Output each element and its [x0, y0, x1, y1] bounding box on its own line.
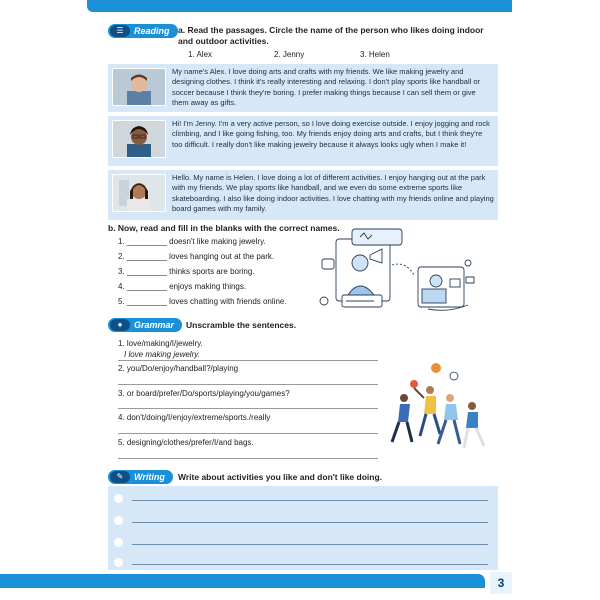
reading-label: ☰ Reading	[108, 24, 178, 38]
option-helen[interactable]: 3. Helen	[360, 50, 390, 59]
bullet-4	[114, 558, 123, 567]
sports-illustration	[384, 362, 492, 452]
pencil-icon: ✎	[110, 471, 130, 483]
blank-2[interactable]: 2. _________ loves hanging out at the park.	[118, 252, 275, 261]
answer-line-4[interactable]	[118, 433, 378, 434]
grammar-prompt-3: 3. or board/prefer/Do/sports/playing/you/games?	[118, 389, 290, 398]
speech-bubble-icon: ●	[110, 319, 130, 331]
alex-photo	[112, 68, 166, 106]
passage-alex-text: My name's Alex. I love doing arts and crafts with my friends. We like making jewelry and designing clothes. I think it's really interesting and relaxing. I don't play sports like handball or soccer because I think they're boring. I prefer making things because I can sell them or give them away as gifts.	[172, 67, 481, 108]
answer-options	[188, 50, 488, 60]
writing-label: ✎ Writing	[108, 470, 173, 484]
blank-1[interactable]: 1. _________ doesn't like making jewelry.	[118, 237, 266, 246]
blank-5[interactable]: 5. _________ loves chatting with friends online.	[118, 297, 287, 306]
option-jenny[interactable]: 2. Jenny	[274, 50, 305, 59]
writing-line-4[interactable]	[132, 564, 488, 565]
grammar-prompt-5: 5. designing/clothes/prefer/I/and bags.	[118, 438, 254, 447]
answer-line-5[interactable]	[118, 458, 378, 459]
helen-photo	[112, 174, 166, 212]
grammar-prompt-1: 1. love/making/I/jewelry.	[118, 339, 203, 348]
blank-3[interactable]: 3. _________ thinks sports are boring.	[118, 267, 255, 276]
top-accent-bar	[87, 0, 512, 12]
reading-heading-b: b. Now, read and fill in the blanks with the correct names.	[108, 223, 340, 233]
bottom-accent-bar	[0, 574, 485, 588]
book-icon: ☰	[110, 25, 130, 37]
answer-line-1[interactable]	[118, 360, 378, 361]
grammar-prompt-2: 2. you/Do/enjoy/handball?/playing	[118, 364, 239, 373]
writing-area[interactable]	[108, 486, 498, 570]
passage-jenny-text: Hi! I'm Jenny. I'm a very active person, so I love doing exercise outside. I enjoy jogging and rock climbing, and I like going fishing, too. My friends enjoy doing arts and crafts, but I think they're too difficult. I really don't like making jewelry because it always looks ugly when I make it!	[172, 119, 490, 149]
writing-line-2[interactable]	[132, 522, 488, 523]
passage-helen	[108, 170, 498, 220]
writing-line-3[interactable]	[132, 544, 488, 545]
passage-jenny	[108, 116, 498, 166]
passage-helen-text: Hello. My name is Helen. I love doing a lot of different activities. I enjoy hanging out at the park with my friends. We play sports like handball, and we even do some extreme sports like skateboarding. I also like doing indoor activities. I love chatting with my friends online and playing board games with my family.	[172, 173, 494, 214]
answer-line-2[interactable]	[118, 384, 378, 385]
reading-heading-a: a. Read the passages. Circle the name of the person who likes doing indoor and outdoor activities.	[178, 25, 484, 46]
grammar-prompt-4: 4. don't/doing/I/enjoy/extreme/sports./really	[118, 413, 271, 422]
writing-line-1[interactable]	[132, 500, 488, 501]
writing-heading: Write about activities you like and don't like doing.	[178, 472, 383, 482]
grammar-label: ● Grammar	[108, 318, 182, 332]
answer-line-3[interactable]	[118, 408, 378, 409]
bullet-1	[114, 494, 123, 503]
jenny-photo	[112, 120, 166, 158]
social-media-illustration	[318, 225, 490, 315]
option-alex[interactable]: 1. Alex	[188, 50, 213, 59]
grammar-answer-1[interactable]: I love making jewelry.	[124, 350, 200, 359]
passage-alex	[108, 64, 498, 112]
bullet-2	[114, 516, 123, 525]
page-number: 3	[490, 572, 512, 594]
bullet-3	[114, 538, 123, 547]
grammar-heading: Unscramble the sentences.	[186, 320, 297, 330]
blank-4[interactable]: 4. _________ enjoys making things.	[118, 282, 247, 291]
